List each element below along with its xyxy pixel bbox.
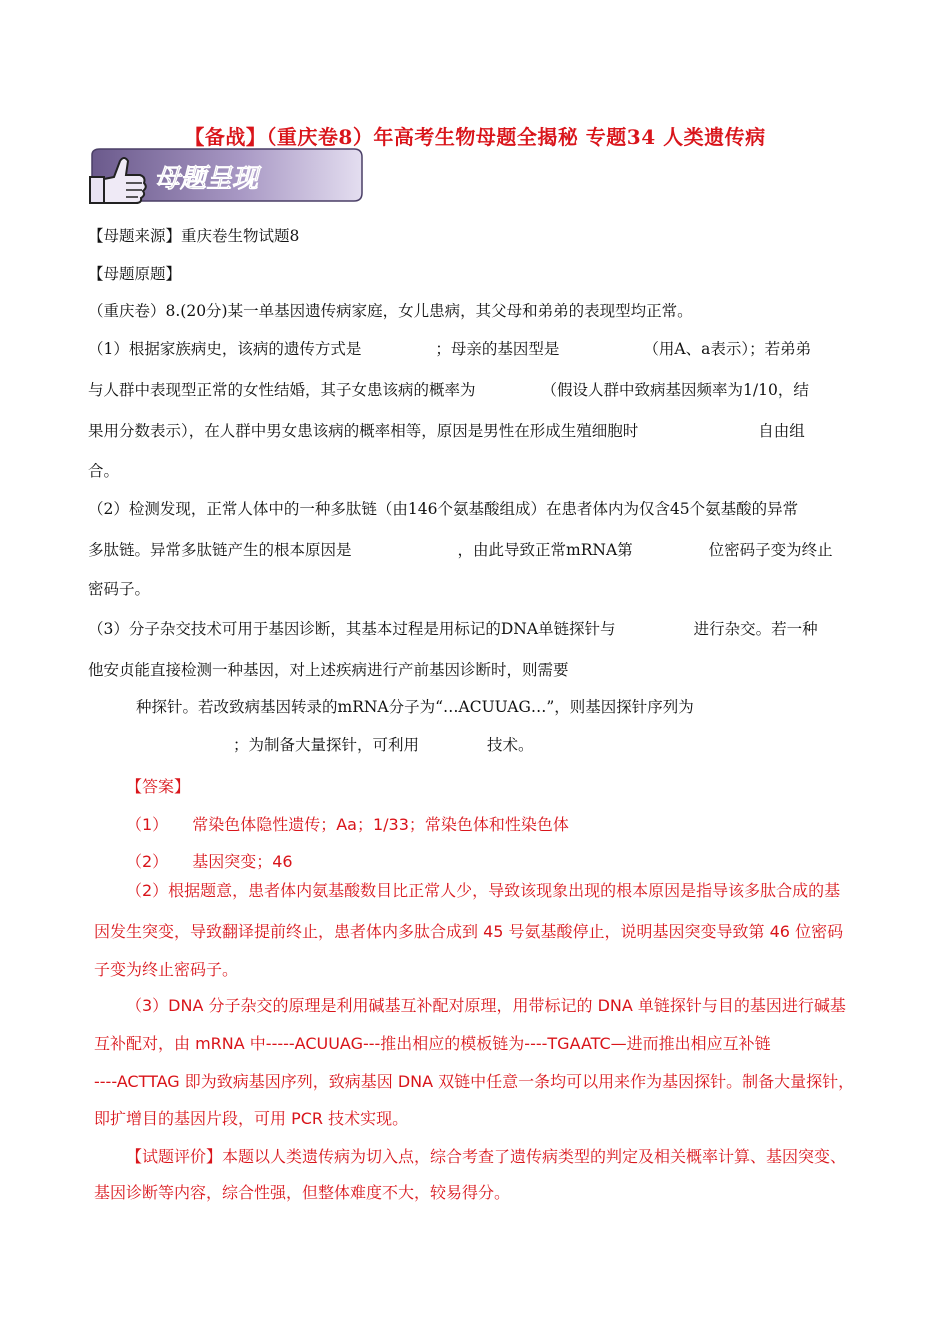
q3-text-f: 技术。 (487, 736, 534, 754)
answer-2-text: 基因突变；46 (192, 852, 293, 871)
q2-text-d: 位密码子变为终止 (708, 541, 833, 559)
q1-text-c: （用A、a表示）；若弟弟 (643, 340, 812, 358)
answer-1-number: （1） (126, 815, 169, 834)
section-banner (84, 147, 364, 205)
q2-text-c: ，由此导致正常mRNA第 (457, 541, 633, 559)
question-2-line2 (88, 540, 833, 560)
q1-text-d: 与人群中表现型正常的女性结婚，其子女患该病的概率为 (88, 381, 476, 399)
page-title: 【备战】（重庆卷8）年高考生物母题全揭秘 专题34 人类遗传病 (184, 125, 766, 149)
explanation-2-line3: 子变为终止密码子。 (94, 960, 239, 979)
answer-1 (126, 814, 569, 836)
question-intro: （重庆卷）8.(20分)某一单基因遗传病家庭，女儿患病，其父母和弟弟的表现型均正常。 (88, 302, 693, 320)
explanation-2-line2: 因发生突变，导致翻译提前终止，患者体内多肽合成到 45 号氨基酸停止，说明基因突变导致第 46 位密码 (94, 922, 844, 941)
q1-text-g: 自由组 (758, 422, 805, 440)
answer-2 (126, 851, 293, 873)
explanation-3-line2: 互补配对，由 mRNA 中-----ACUUAG---推出相应的模板链为----TGAATC—进而推出相应互补链 (94, 1034, 771, 1053)
q2-text-b: 多肽链。异常多肽链产生的根本原因是 (88, 541, 352, 559)
question-3-line2: 他安贞能直接检测一种基因，对上述疾病进行产前基因诊断时，则需要 (88, 661, 569, 679)
explanation-3-line4: 即扩增目的基因片段，可用 PCR 技术实现。 (94, 1109, 409, 1128)
explanation-2-line1: （2）根据题意，患者体内氨基酸数目比正常人少，导致该现象出现的根本原因是指导该多肽合成的基 (126, 881, 841, 900)
answer-label: 【答案】 (126, 777, 191, 796)
q3-text-a: （3）分子杂交技术可用于基因诊断，其基本过程是用标记的DNA单链探针与 (88, 620, 616, 638)
source-line: 【母题来源】重庆卷生物试题8 (88, 227, 300, 245)
q1-text-a: （1）根据家族病史，该病的遗传方式是 (88, 340, 362, 358)
q1-text-f: 果用分数表示），在人群中男女患该病的概率相等，原因是男性在形成生殖细胞时 (88, 422, 639, 440)
question-3-line4 (233, 735, 534, 755)
q1-text-e: （假设人群中致病基因频率为1/10，结 (541, 381, 809, 399)
evaluation-line1: 【试题评价】本题以人类遗传病为切入点，综合考查了遗传病类型的判定及相关概率计算、基因突变、 (126, 1147, 847, 1166)
original-label: 【母题原题】 (88, 265, 182, 283)
q3-text-b: 进行杂交。若一种 (693, 620, 818, 638)
q3-text-e: ；为制备大量探针，可利用 (233, 736, 420, 754)
explanation-3-line1: （3）DNA 分子杂交的原理是利用碱基互补配对原理，用带标记的 DNA 单链探针与目的基因进行碱基 (126, 996, 846, 1015)
question-2-line3: 密码子。 (88, 580, 151, 598)
question-1-line3 (88, 421, 805, 441)
question-1-line4: 合。 (88, 462, 120, 480)
answer-1-text: 常染色体隐性遗传；Aa；1/33；常染色体和性染色体 (192, 815, 569, 834)
question-3-line1 (88, 619, 818, 639)
question-1-line2 (88, 380, 809, 400)
evaluation-line2: 基因诊断等内容，综合性强，但整体难度不大，较易得分。 (94, 1183, 511, 1202)
question-2-line1: （2）检测发现，正常人体中的一种多肽链（由146个氨基酸组成）在患者体内为仅含45个氨基酸的异常 (88, 500, 799, 518)
question-1-line1 (88, 339, 811, 359)
answer-2-number: （2） (126, 852, 169, 871)
banner-label: 母题呈现 (154, 164, 259, 194)
explanation-3-line3: ----ACTTAG 即为致病基因序列，致病基因 DNA 双链中任意一条均可以用来作为基因探针。制备大量探针， (94, 1072, 855, 1091)
question-3-line3: 种探针。若改致病基因转录的mRNA分子为“…ACUUAG…”，则基因探针序列为 (136, 698, 694, 716)
q1-text-b: ；母亲的基因型是 (435, 340, 560, 358)
